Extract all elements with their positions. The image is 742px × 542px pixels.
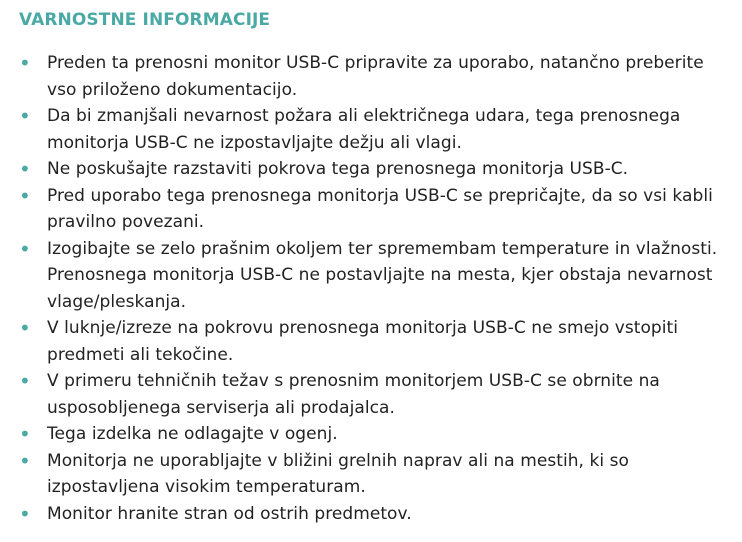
- bullet-icon: •: [19, 448, 31, 473]
- bullet-icon: •: [19, 501, 31, 526]
- list-item-text: Monitorja ne uporabljajte v bližini grelnih naprav ali na mestih, ki so izpostavljena visokim temperaturam.: [47, 450, 629, 497]
- list-item-text: Da bi zmanjšali nevarnost požara ali električnega udara, tega prenosnega monitorja USB-C ne izpostavljajte dežju ali vlagi.: [47, 106, 681, 153]
- list-item-text: Izogibajte se zelo prašnim okoljem ter spremembam temperature in vlažnosti. Prenosnega monitorja USB-C ne postavljajte na mesta, kjer obstaja nevarnost vlage/pleskanja.: [47, 238, 718, 312]
- list-item: [19, 50, 737, 103]
- list-item: [19, 315, 737, 368]
- section-title: VARNOSTNE INFORMACIJE: [19, 10, 271, 30]
- bullet-icon: •: [19, 316, 31, 340]
- list-item-text: V primeru tehničnih težav s prenosnim monitorjem USB-C se obrnite na usposobljenega serviserja ali prodajalca.: [47, 371, 660, 418]
- bullet-icon: •: [19, 422, 31, 446]
- list-item: [19, 368, 737, 421]
- bullet-icon: •: [19, 236, 31, 261]
- list-item-text: V luknje/izreze na pokrovu prenosnega monitorja USB-C ne smejo vstopiti predmeti ali tekočine.: [47, 318, 679, 365]
- list-item-text: Monitor hranite stran od ostrih predmetov.: [47, 503, 412, 524]
- bullet-icon: •: [19, 104, 31, 128]
- list-item: [19, 236, 737, 316]
- bullet-icon: •: [19, 369, 31, 393]
- bullet-icon: •: [19, 157, 31, 181]
- bullet-icon: •: [19, 51, 31, 75]
- list-item: [19, 156, 737, 183]
- list-item: [19, 448, 737, 501]
- list-item-text: Preden ta prenosni monitor USB-C pripravite za uporabo, natančno preberite vso priloženo dokumentacijo.: [47, 53, 704, 100]
- list-item-text: Ne poskušajte razstaviti pokrova tega prenosnega monitorja USB-C.: [47, 159, 629, 179]
- safety-information-section: [19, 9, 737, 527]
- list-item: [19, 103, 737, 156]
- safety-list: [19, 50, 737, 527]
- list-item: [19, 183, 737, 236]
- list-item-text: Pred uporabo tega prenosnega monitorja USB-C se prepričajte, da so vsi kabli pravilno povezani.: [47, 185, 713, 232]
- list-item: [19, 421, 737, 448]
- bullet-icon: •: [19, 183, 31, 208]
- list-item: [19, 501, 737, 528]
- list-item-text: Tega izdelka ne odlagajte v ogenj.: [47, 424, 338, 444]
